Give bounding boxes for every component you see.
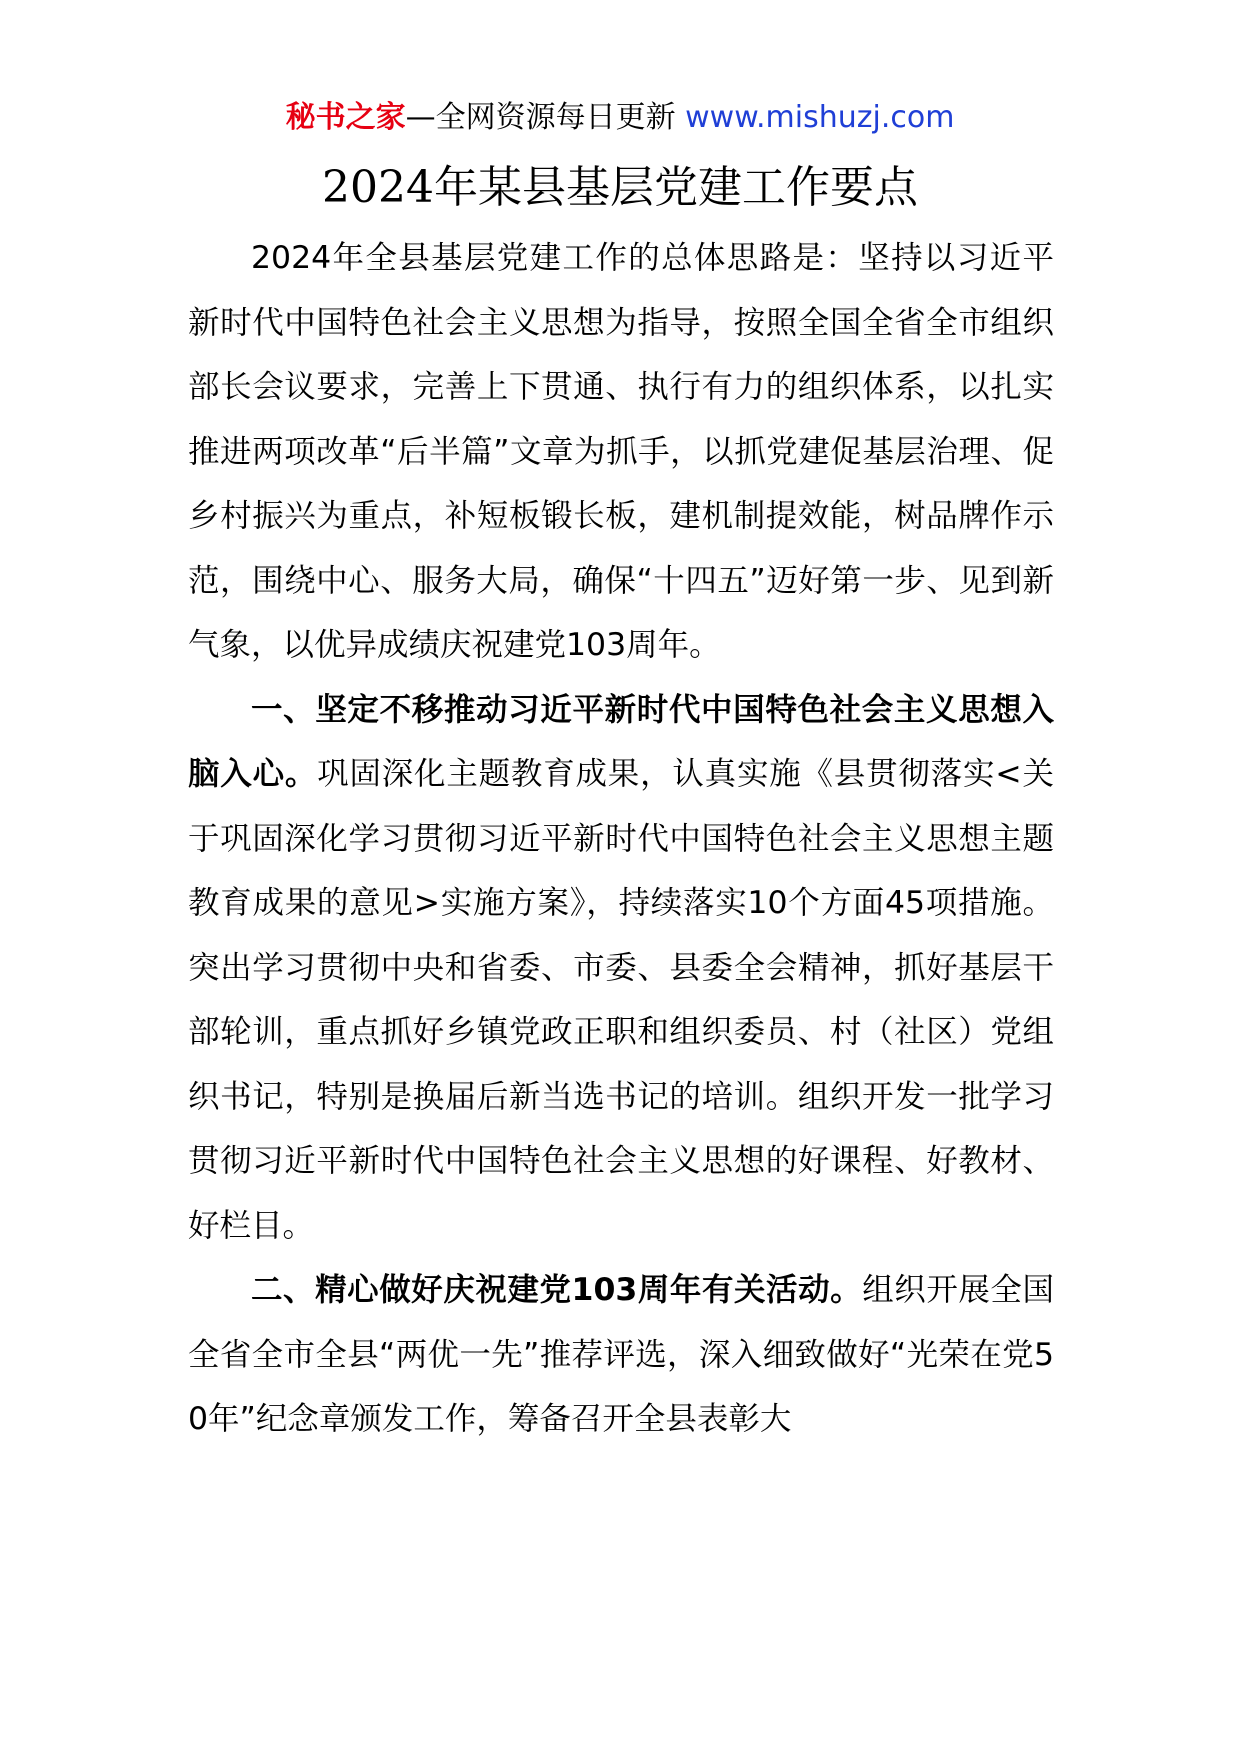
paragraph-text: 组织开展全国全省全市全县“两优一先”推荐评选，深入细致做好“光荣在党50年”纪念章颁发工作，筹备召开全县表彰大 xyxy=(188,1272,1054,1437)
header-tagline: —全网资源每日更新 xyxy=(405,100,676,135)
document-title xyxy=(0,158,1240,218)
paragraph-section-1 xyxy=(188,678,1054,1259)
paragraph-intro xyxy=(188,226,1054,678)
brand-name: 秘书之家 xyxy=(285,100,406,135)
site-url-link[interactable]: www.mishuzj.com xyxy=(685,100,955,135)
site-header xyxy=(0,98,1240,138)
title-year: 2024 xyxy=(322,162,434,213)
section-heading: 二、精心做好庆祝建党103周年有关活动。 xyxy=(251,1272,863,1308)
paragraph-text: 巩固深化主题教育成果，认真实施《县贯彻落实<关于巩固深化学习贯彻习近平新时代中国特色社会主义思想主题教育成果的意见>实施方案》，持续落实10个方面45项措施。突出学习贯彻中央和省委、市委、县委全会精神，抓好基层干部轮训，重点抓好乡镇党政正职和组织委员、村（社区）党组织书记，特别是换届后新当选书记的培训。组织开发一批学习贯彻习近平新时代中国特色社会主义思想的好课程、好教材、好栏目。 xyxy=(188,756,1054,1244)
paragraph-text: 2024年全县基层党建工作的总体思路是：坚持以习近平新时代中国特色社会主义思想为指导，按照全国全省全市组织部长会议要求，完善上下贯通、执行有力的组织体系，以扎实推进两项改革“后半篇”文章为抓手，以抓党建促基层治理、促乡村振兴为重点，补短板锻长板，建机制提效能，树品牌作示范，围绕中心、服务大局，确保“十四五”迈好第一步、见到新气象，以优异成绩庆祝建党103周年。 xyxy=(188,240,1054,663)
title-text: 年某县基层党建工作要点 xyxy=(433,162,918,213)
section-heading: 一、坚定不移推动习近平新时代中国特色社会主义思想入脑入心。 xyxy=(188,691,1054,792)
paragraph-section-2 xyxy=(188,1258,1054,1452)
document-body xyxy=(188,226,1054,1452)
